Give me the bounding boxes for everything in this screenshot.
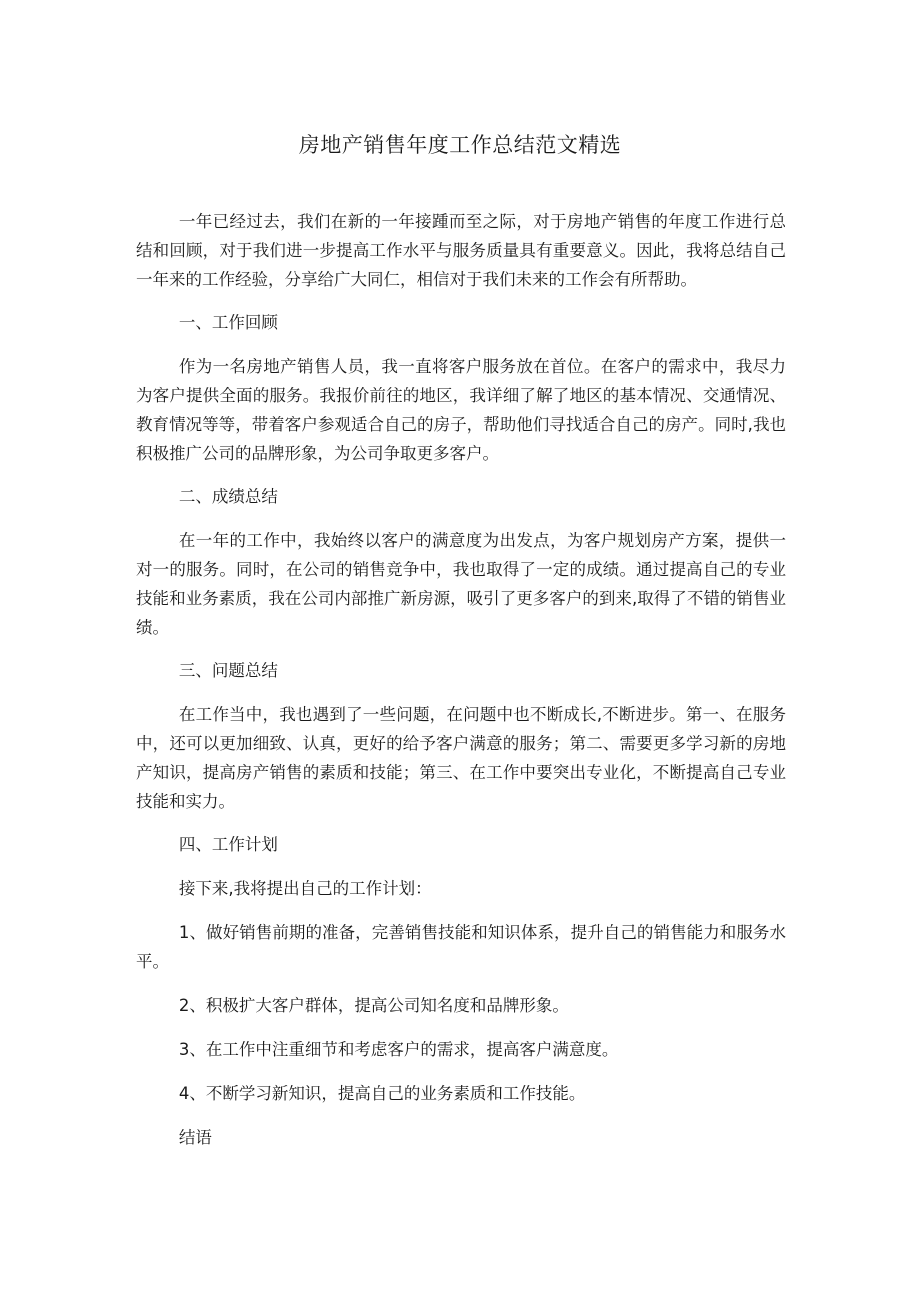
section-heading-achievements: 二、成绩总结: [178, 487, 278, 506]
section-heading-conclusion: 结语: [178, 1128, 212, 1147]
section-heading-review: 一、工作回顾: [178, 313, 278, 332]
document-title: 房地产销售年度工作总结范文精选: [298, 133, 622, 157]
plan-intro: 接下来,我将提出自己的工作计划：: [178, 879, 432, 898]
section-heading-problems: 三、问题总结: [178, 661, 278, 680]
intro-paragraph: 一年已经过去，我们在新的一年接踵而至之际，对于房地产销售的年度工作进行总结和回顾，对于我们进一步提高工作水平与服务质量具有重要意义。因此，我将总结自己一年来的工作经验，分享给广大同仁，相信对于我们未来的工作会有所帮助。: [136, 212, 786, 289]
problems-paragraph: 在工作当中，我也遇到了一些问题，在问题中也不断成长,不断进步。第一、在服务中，还可以更加细致、认真，更好的给予客户满意的服务；第二、需要更多学习新的房地产知识，提高房产销售的素质和技能；第三、在工作中要突出专业化，不断提高自己专业技能和实力。: [136, 705, 786, 811]
review-paragraph: 作为一名房地产销售人员，我一直将客户服务放在首位。在客户的需求中，我尽力为客户提供全面的服务。我报价前往的地区，我详细了解了地区的基本情况、交通情况、教育情况等等，带着客户参观适合自己的房子，帮助他们寻找适合自己的房产。同时,我也积极推广公司的品牌形象，为公司争取更多客户。: [136, 357, 786, 463]
plan-item: 2、积极扩大客户群体，提高公司知名度和品牌形象。: [178, 996, 569, 1015]
plan-item: 3、在工作中注重细节和考虑客户的需求，提高客户满意度。: [178, 1040, 619, 1059]
plan-item: 1、做好销售前期的准备，完善销售技能和知识体系，提升自己的销售能力和服务水平。: [136, 923, 786, 971]
plan-item: 4、不断学习新知识，提高自己的业务素质和工作技能。: [178, 1084, 586, 1103]
achievements-paragraph: 在一年的工作中，我始终以客户的满意度为出发点，为客户规划房产方案，提供一对一的服务。同时，在公司的销售竞争中，我也取得了一定的成绩。通过提高自己的专业技能和业务素质，我在公司内部推广新房源，吸引了更多客户的到来,取得了不错的销售业绩。: [136, 531, 786, 637]
section-heading-plan: 四、工作计划: [178, 835, 278, 854]
document-body: [136, 207, 786, 1167]
